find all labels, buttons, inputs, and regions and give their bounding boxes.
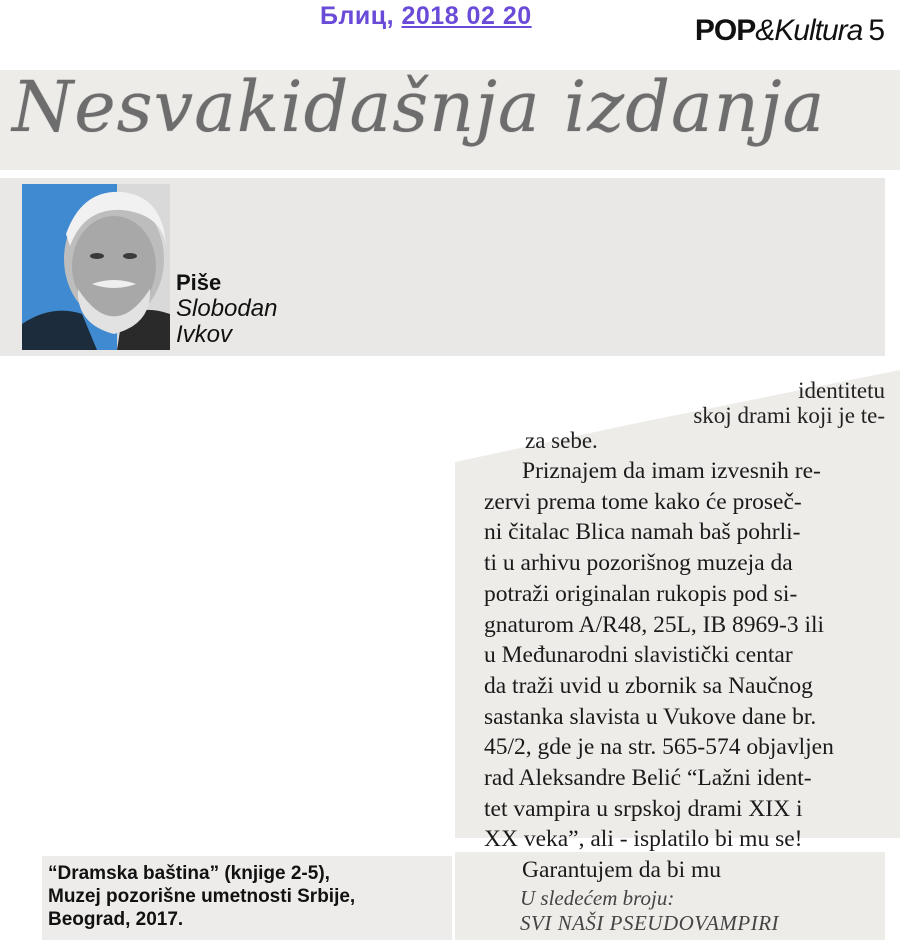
masthead bbox=[290, 0, 890, 47]
section-kultura: Kultura bbox=[774, 14, 863, 47]
caption-line: Muzej pozorišne umetnosti Srbije, bbox=[48, 886, 356, 907]
article-line: u Međunarodni slavistički centar bbox=[484, 642, 793, 669]
article-line: identitetu bbox=[798, 378, 885, 403]
next-issue-label: U sledećem broju: bbox=[520, 886, 675, 910]
article-line: zervi prema tome kako će proseč- bbox=[484, 488, 802, 515]
source-date: 2018 02 20 bbox=[401, 2, 532, 30]
source-outlet: Блиц, bbox=[320, 2, 395, 30]
article-body bbox=[484, 456, 886, 886]
headline: Nesvakidašnja izdanja bbox=[12, 66, 826, 148]
article-line: gnaturom A/R48, 25L, IB 8969-3 ili bbox=[484, 611, 825, 638]
clipping-source-label bbox=[320, 2, 532, 31]
article-line: skoj drami koji je te- bbox=[693, 403, 885, 428]
author-first-name: Slobodan bbox=[176, 295, 278, 322]
next-issue-title: SVI NAŠI PSEUDOVAMPIRI bbox=[520, 911, 780, 935]
article-line: Garantujem da bi mu bbox=[522, 857, 722, 884]
article-line: 45/2, gde je na str. 565-574 objavljen bbox=[484, 734, 834, 761]
article-line: za sebe. bbox=[525, 428, 598, 453]
article-line: ni čitalac Blica namah baš pohrli- bbox=[484, 519, 801, 546]
caption-line: Beograd, 2017. bbox=[48, 909, 184, 930]
article-line: sastanka slavista u Vukove dane br. bbox=[484, 703, 817, 730]
byline-label: Piše bbox=[176, 270, 222, 295]
article-fragment-top bbox=[525, 378, 885, 453]
article-line: XX veka”, ali - isplatilo bi mu se! bbox=[484, 826, 803, 853]
article-line: Priznajem da imam izvesnih re- bbox=[522, 458, 821, 484]
book-caption bbox=[48, 862, 448, 931]
section-tag bbox=[695, 14, 884, 48]
section-amp: & bbox=[755, 14, 775, 47]
article-line: da traži uvid u zbornik sa Naučnog bbox=[484, 672, 813, 699]
author-portrait bbox=[22, 184, 170, 350]
page-number: 5 bbox=[868, 14, 884, 47]
article-line: potraži originalan rukopis pod si- bbox=[484, 580, 798, 607]
article-line: tet vampira u srpskoj drami XIX i bbox=[484, 795, 803, 822]
byline bbox=[176, 270, 277, 348]
portrait-image bbox=[22, 184, 170, 350]
article-line: ti u arhivu pozorišnog muzeja da bbox=[484, 550, 793, 577]
section-pop: POP bbox=[694, 14, 756, 47]
caption-line: “Dramska baština” (knjige 2-5), bbox=[48, 863, 330, 884]
author-last-name: Ivkov bbox=[176, 321, 233, 348]
article-line: rad Aleksandre Belić “Lažni ident- bbox=[484, 765, 812, 792]
next-issue-teaser bbox=[520, 886, 779, 936]
